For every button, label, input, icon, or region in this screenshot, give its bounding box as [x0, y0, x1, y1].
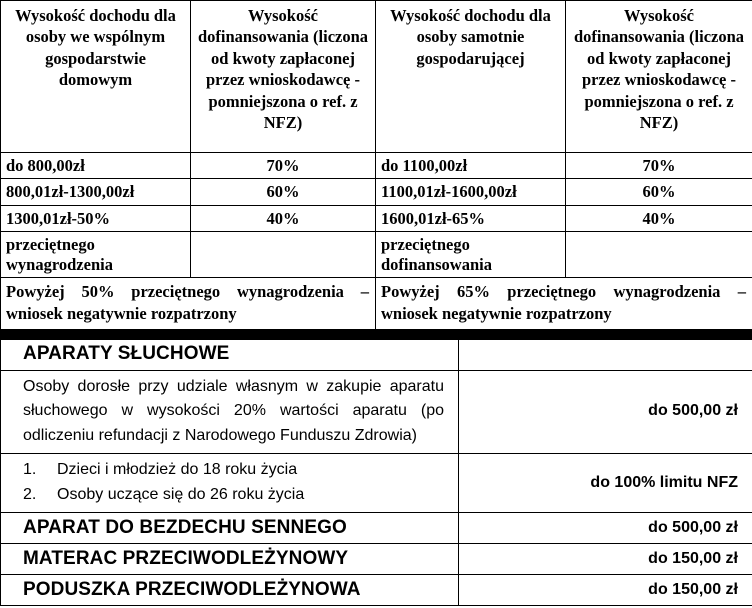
table-row-anti-bedsore-mattress: [1, 544, 752, 575]
cell-joint-rate-1: 70%: [191, 153, 376, 179]
table-header-row: [1, 1, 752, 153]
cell-joint-income-2: 800,01zł-1300,00zł: [1, 179, 191, 205]
section-title-anti-bedsore-mattress: MATERAC PRZECIWODLEŻYNOWY: [1, 544, 459, 575]
cell-joint-income-1: do 800,00zł: [1, 153, 191, 179]
table-row: [1, 205, 752, 231]
cell-joint-rate-3: 40%: [191, 205, 376, 231]
table-row: [1, 153, 752, 179]
cell-joint-income-4-line2: wynagrodzenia: [6, 254, 113, 274]
section-title-hearing-aids: APARATY SŁUCHOWE: [1, 339, 459, 370]
table-row-sleep-apnea: [1, 513, 752, 544]
column-header-joint-subsidy: Wysokość dofinansowania (liczona od kwoty zapłaconej przez wnioskodawcę - pomniejszona o ref. z NFZ): [191, 1, 376, 153]
list-item-label: Dzieci i młodzież do 18 roku życia: [57, 460, 298, 478]
note-joint-household: Powyżej 50% przeciętnego wynagrodzenia – wniosek negatywnie rozpatrzony: [1, 278, 376, 330]
table-row-hearing-aids-header: [1, 339, 752, 370]
list-item-number: 1.: [23, 460, 37, 478]
table-row: [1, 232, 752, 278]
cell-single-income-4-line2: dofinansowania: [381, 254, 492, 274]
cell-joint-rate-4: [191, 232, 376, 278]
cell-single-rate-3: 40%: [566, 205, 752, 231]
note-single-person: Powyżej 65% przeciętnego wynagrodzenia – wniosek negatywnie rozpatrzony: [376, 278, 752, 330]
section-title-anti-bedsore-pillow: PODUSZKA PRZECIWODLEŻYNOWA: [1, 575, 459, 606]
amount-anti-bedsore-pillow: do 150,00 zł: [459, 575, 752, 606]
section-separator-bar: [0, 330, 752, 339]
list-item-label: Osoby uczące się do 26 roku życia: [57, 485, 305, 503]
amount-adults-own-contribution: do 500,00 zł: [459, 370, 752, 453]
cell-joint-income-4-line1: przeciętnego: [6, 235, 95, 255]
amount-anti-bedsore-mattress: do 150,00 zł: [459, 544, 752, 575]
cell-single-rate-1: 70%: [566, 153, 752, 179]
devices-subsidy-table: [0, 339, 752, 607]
list-item: [23, 458, 448, 483]
column-header-single-income: Wysokość dochodu dla osoby samotnie gospodarującej: [376, 1, 566, 153]
description-children-and-students: [1, 453, 459, 513]
list-item-number: 2.: [23, 485, 37, 503]
table-row-adults: [1, 370, 752, 453]
cell-single-income-1: do 1100,00zł: [376, 153, 566, 179]
column-header-single-subsidy: Wysokość dofinansowania (liczona od kwoty zapłaconej przez wnioskodawcę - pomniejszona o ref. z NFZ): [566, 1, 752, 153]
cell-joint-income-3: 1300,01zł-50%: [1, 205, 191, 231]
cell-single-rate-2: 60%: [566, 179, 752, 205]
cell-single-income-2: 1100,01zł-1600,00zł: [376, 179, 566, 205]
table-row: [1, 179, 752, 205]
amount-hearing-aids-header: [459, 339, 752, 370]
cell-joint-income-4: [1, 232, 191, 278]
amount-children-and-students: do 100% limitu NFZ: [459, 453, 752, 513]
list-item: [23, 483, 448, 508]
amount-sleep-apnea-device: do 500,00 zł: [459, 513, 752, 544]
section-title-sleep-apnea-device: APARAT DO BEZDECHU SENNEGO: [1, 513, 459, 544]
cell-single-rate-4: [566, 232, 752, 278]
cell-single-income-4-line1: przeciętnego: [381, 235, 470, 255]
table-note-row: [1, 278, 752, 330]
cell-single-income-4: [376, 232, 566, 278]
table-row-youth: [1, 453, 752, 513]
cell-single-income-3: 1600,01zł-65%: [376, 205, 566, 231]
cell-joint-rate-2: 60%: [191, 179, 376, 205]
column-header-joint-income: Wysokość dochodu dla osoby we wspólnym gospodarstwie domowym: [1, 1, 191, 153]
description-adults-own-contribution: Osoby dorosłe przy udziale własnym w zakupie aparatu słuchowego w wysokości 20% wartości aparatu (po odliczeniu refundacji z Narodowego Funduszu Zdrowia): [1, 370, 459, 453]
table-row-anti-bedsore-pillow: [1, 575, 752, 606]
